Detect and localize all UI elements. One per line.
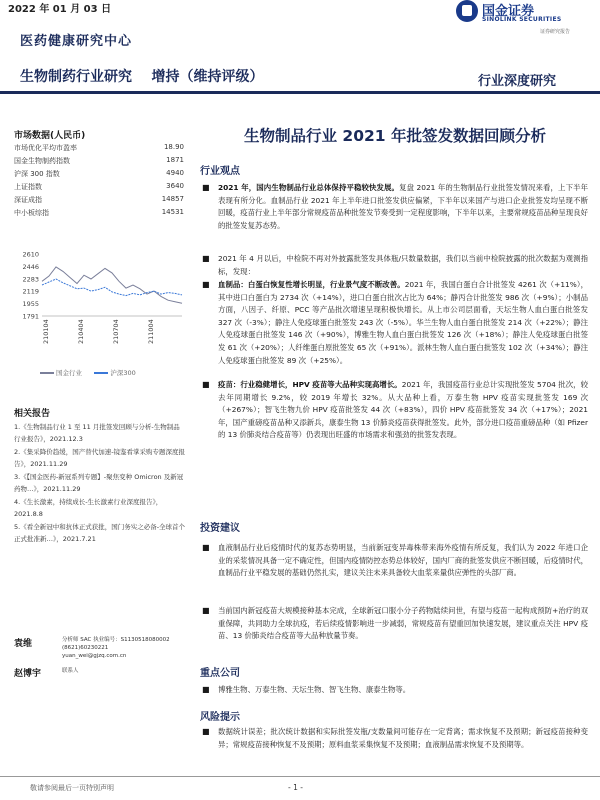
logo-english: SINOLINK SECURITIES	[482, 16, 562, 23]
section-heading: 行业观点	[200, 166, 240, 177]
analyst-name: 袁维	[14, 639, 33, 649]
bullet-icon: ■	[202, 606, 210, 615]
paragraph-lead: 血制品：白蛋白恢复性增长明显，行业景气度不断改善。	[218, 280, 405, 289]
paragraph	[218, 279, 588, 367]
bullet-icon: ■	[202, 380, 210, 389]
report-type: 行业深度研究	[478, 74, 557, 89]
legend-label: 沪深300	[110, 369, 136, 377]
related-reports-list	[14, 422, 186, 547]
paragraph	[218, 182, 588, 232]
bullet-icon: ■	[202, 183, 210, 192]
section-heading: 风险提示	[200, 712, 240, 723]
y-tick-label: 2283	[22, 275, 39, 284]
chart-legend	[40, 368, 190, 377]
chart-svg	[14, 246, 186, 354]
bullet-icon: ■	[202, 685, 210, 694]
paragraph	[218, 379, 588, 442]
paragraph-lead: 2021 年，国内生物制品行业总体保持平稳较快发展。	[218, 183, 400, 192]
y-tick-label: 2446	[22, 262, 39, 271]
x-tick-label: 210104	[42, 319, 50, 344]
related-report-link[interactable]: 4.《生长激素，持续成长-生长激素行业深度报告》，2021.8.8	[14, 498, 163, 518]
paragraph: 血液制品行业后疫情时代的复苏态势明显，当前新冠变异毒株带来海外疫情有所反复，我们认为 2022 年进口企业的采浆情况具备一定不确定性，但国内疫情防控态势总体较好，国内厂商的批签发供应不断回暖，后疫情时代，血制品行业平稳发展的基础仍然扎实，建议关注未来具备较大血浆来量供应弹性的头部厂商。	[218, 543, 588, 578]
report-date: 2022 年 01 月 03 日	[8, 4, 112, 15]
related-reports-heading: 相关报告	[14, 409, 51, 419]
bullet-icon: ■	[202, 543, 210, 552]
legend-swatch	[94, 372, 108, 374]
contact-name: 赵博宇	[14, 669, 42, 679]
logo-icon	[456, 0, 478, 22]
logo-name: 国金证券	[482, 4, 535, 19]
related-report-link[interactable]: 5.《看全新冠中和抗体正式获批，国门务实之必备-全球首个正式批准新…》，2021.7.21	[14, 523, 186, 543]
related-report-link[interactable]: 1.《生物制品行业 1 至 11 月批签发回顾与分析-生物制品行业报告》，2021.12.3	[14, 423, 180, 443]
analyst-info	[62, 636, 170, 660]
related-report-link[interactable]: 3.《【国金医药-新冠系列专题】-聚焦变种 Omicron 及新冠药物…》，2021.11.29	[14, 473, 184, 493]
legend-label: 国金行业	[56, 369, 82, 377]
related-report-link[interactable]: 2.《集采降价趋缓，国产替代加速-镜鉴看掌采购专题深度报告》，2021.11.29	[14, 448, 186, 468]
department: 医药健康研究中心	[20, 34, 133, 49]
logo-subtitle: 证券研究报告	[540, 29, 571, 35]
y-tick-label: 2119	[22, 287, 39, 296]
report-title: 生物制品行业 2021 年批签发数据回顾分析	[244, 127, 546, 145]
section-heading: 重点公司	[200, 668, 240, 679]
paragraph: 博雅生物、万泰生物、天坛生物、智飞生物、康泰生物等。	[218, 685, 411, 694]
analyst-email[interactable]: yuan_wei@gjzq.com.cn	[62, 653, 127, 659]
footer-divider	[0, 776, 600, 777]
series-line-1	[42, 279, 182, 296]
legend-swatch	[40, 372, 54, 374]
paragraph-body: 2021 年，我国白蛋白合计批签发 4261 次（+11%），其中进口白蛋白为 2734 次（+14%），进口白蛋白批次占比为 64%；静丙合计批签发 986 次（+9%）；小制品方面，八因子、纤原、PCC 等产品批次增速呈现积极快增长。从上市公司层面看，天坛生物人血白蛋白批签发 327 次（-3%）；静注人免疫球蛋白批签发 243 次（-5%）。华兰生物人血白蛋白批签发 214 次（+22%）；静注人免疫球蛋白批签发 146 次（+90%），博雅生物人血白蛋白批签发 126 次（+18%）；静注人免疫球蛋白批签发 61 次（+20%）；人纤维蛋白原批签发 65 次（+91%）。派林生物人血白蛋白批签发 102 次（+34%）；静注人免疫球蛋白批签发 89 次（+25%）。	[218, 280, 588, 365]
contact-role: 联系人	[62, 668, 79, 674]
footer-disclaimer: 敬请参阅最后一页特别声明	[30, 784, 114, 792]
bullet-icon: ■	[202, 254, 210, 263]
paragraph: 当前国内新冠疫苗大规模接种基本完成，全球新冠口服小分子药物陆续问世，有望与疫苗一起构成预防+治疗的双重保障，共同助力全球抗疫，若后续疫情影响进一步减弱，常规疫苗有望重回加快速发展，建议重点关注 HPV 疫苗、13 价肺炎结合疫苗等大品种放量节奏。	[218, 606, 588, 641]
y-tick-label: 2610	[22, 250, 39, 259]
bullet-icon: ■	[202, 280, 210, 289]
section-heading: 投资建议	[200, 523, 240, 534]
industry-rating: 生物制药行业研究 增持（维持评级）	[20, 69, 264, 85]
page-number: - 1 -	[288, 783, 303, 792]
x-tick-label: 211004	[147, 319, 155, 344]
header-divider	[0, 91, 600, 94]
paragraph: 2021 年 4 月以后，中检院不再对外披露批签发具体瓶/只数量数据，我们以当前中检院披露的批次数据为观测指标，发现：	[218, 254, 588, 276]
analyst-sac: 分析师 SAC 执业编号：S1130518080002	[62, 637, 170, 643]
market-data-heading: 市场数据(人民币)	[14, 131, 86, 141]
x-tick-label: 210704	[112, 319, 120, 344]
y-tick-label: 1955	[22, 300, 39, 309]
paragraph-body: 复盘 2021 年的生物制品行业批签发情况来看，上下半年表现有所分化。血制品行业 2021 年上半年进口批签发供应偏紧，下半年以来国产与进口企业批签发均呈现不断回暖，疫苗行业上半年部分常规疫苗品种批签发节奏受到一定程度影响，下半年以来，主要常规疫苗品种呈现良好的批签发复苏态势。	[218, 183, 588, 230]
series-line-0	[42, 267, 182, 303]
analyst-phone: (8621)60230221	[62, 645, 109, 651]
bullet-icon: ■	[202, 727, 210, 736]
paragraph: 数据统计误差；批次统计数据和实际批签发瓶/支数量间可能存在一定背离；需求恢复不及预期；新冠疫苗接种变异；常规疫苗接种恢复不及预期；原料血浆采集恢复不及预期；血液制品需求恢复不及预期等。	[218, 727, 588, 749]
paragraph-body: 2021 年，我国疫苗行业总计实现批签发 5704 批次，较去年同期增长 9.2%，较 2019 年增长 32%。从大品种上看，万泰生物 HPV 疫苗实现批签发 169 次（+267%）；智飞生物九价 HPV 疫苗批签发 44 次（+83%），四价 HPV 疫苗批签发 34 次（+17%）；2021 年，国产重磅疫苗品种又添新兵，康泰生物 13 价肺炎疫苗获得批签发。此外，部分进口疫苗重磅品种（如 Pfizer 的 13 价肺炎结合疫苗等）仍表现出旺盛的市场需求和强劲的批签发表现。	[218, 380, 588, 440]
paragraph-lead: 疫苗：行业稳健增长，HPV 疫苗等大品种实现高增长。	[218, 380, 402, 389]
x-tick-label: 210404	[77, 319, 85, 344]
index-line-chart	[14, 246, 186, 354]
y-tick-label: 1791	[22, 312, 39, 321]
